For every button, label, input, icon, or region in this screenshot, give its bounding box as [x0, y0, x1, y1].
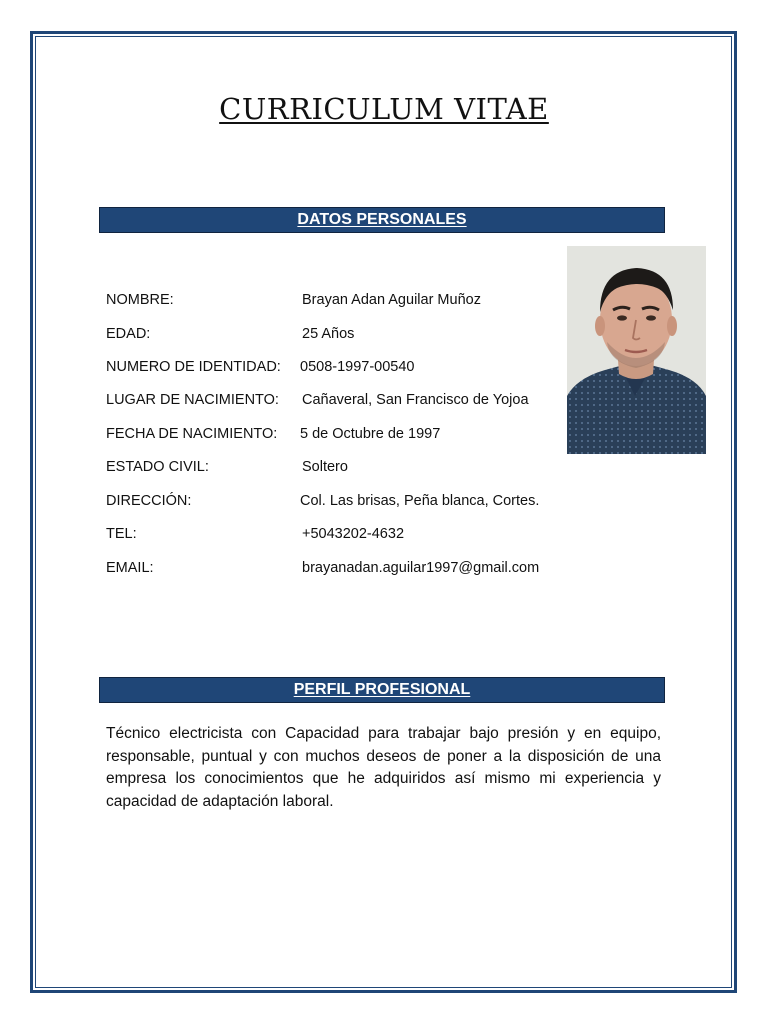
section-profile-header [99, 677, 665, 703]
field-label: FECHA DE NACIMIENTO: [106, 426, 278, 442]
field-label: EMAIL: [106, 560, 154, 576]
field-value: +5043202-4632 [302, 526, 405, 542]
field-value: Soltero [302, 459, 348, 475]
field-value: Col. Las brisas, Peña blanca, Cortes. [300, 493, 540, 509]
field-label: TEL: [106, 526, 137, 542]
field-label: ESTADO CIVIL: [106, 459, 209, 475]
section-profile-label: PERFIL PROFESIONAL [293, 681, 471, 698]
profile-paragraph: Técnico electricista con Capacidad para trabajar bajo presión y en equipo, responsable, puntual y con muchos deseos de poner a la disposición de una empresa los conocimientos que he adquiridos así mismo mi experiencia y capacidad de adaptación laboral. [106, 725, 661, 810]
document-title: CURRICULUM VITAE [219, 92, 549, 126]
field-value: 5 de Octubre de 1997 [300, 426, 441, 442]
field-label: DIRECCIÓN: [106, 493, 192, 509]
section-personal-label: DATOS PERSONALES [297, 211, 467, 228]
field-value: Brayan Adan Aguilar Muñoz [302, 292, 481, 308]
field-label: NOMBRE: [106, 292, 174, 308]
field-value: Cañaveral, San Francisco de Yojoa [302, 392, 529, 408]
email-value[interactable]: brayanadan.aguilar1997@gmail.com [302, 560, 540, 576]
portrait-image [567, 246, 706, 454]
section-personal-header [99, 207, 665, 233]
profile-photo [567, 246, 706, 454]
page-border-inner [35, 36, 732, 988]
field-label: EDAD: [106, 326, 151, 342]
field-value: 0508-1997-00540 [300, 359, 415, 375]
field-value: 25 Años [302, 326, 355, 342]
field-label: LUGAR DE NACIMIENTO: [106, 392, 279, 408]
field-label: NUMERO DE IDENTIDAD: [106, 359, 281, 375]
